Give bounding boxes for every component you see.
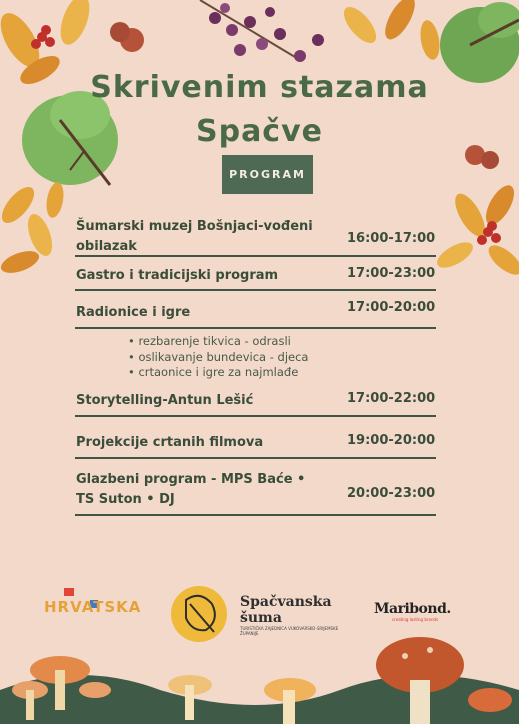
spacvanska-suma-subtitle: TURISTIČKA ZAJEDNICA VUKOVARSKO-SRIJEMSKE ŽUPANIJE [240,626,339,636]
mushrooms-icon [0,637,519,724]
schedule-row [75,300,436,329]
page-subtitle: Spačve [195,114,323,149]
list-item: • rezbarenje tikvica - odrasli [128,334,368,350]
schedule-row [75,266,436,291]
program-button[interactable]: PROGRAM [222,155,313,194]
oak-leaf-logo-icon [171,586,227,642]
list-item: • crtaonice i igre za najmlađe [128,365,368,381]
maribond-tagline: creating lasting brands [392,617,439,622]
event-time: 17:00-23:00 [347,266,436,281]
event-name: Šumarski muzej Bošnjaci-vođeni obilazak [76,219,313,254]
schedule-row [75,470,436,516]
berries-icon [200,0,324,62]
schedule-row [75,217,436,257]
right-leaves-icon [433,181,519,280]
page-title: Skrivenim stazama [90,70,429,105]
left-leaves-icon [0,181,66,277]
event-name: Radionice i igre [76,305,191,320]
event-time: 20:00-23:00 [347,486,436,501]
hrvatska-logo: HRVATSKA [44,598,142,616]
event-time: 17:00-22:00 [347,391,436,406]
schedule-row [75,431,436,459]
event-time: 16:00-17:00 [347,231,436,246]
event-time: 19:00-20:00 [347,433,436,448]
list-item: • oslikavanje bundevica - djeca [128,350,368,366]
event-time: 17:00-20:00 [347,300,436,315]
event-name: Gastro i tradicijski program [76,268,279,283]
maribond-logo: Maribond. [374,601,451,617]
event-name: Storytelling-Antun Lešić [76,393,254,408]
event-name: Glazbeni program - MPS Baće • TS Suton • DJ [76,472,306,507]
workshop-list [128,334,368,381]
event-name: Projekcije crtanih filmova [76,435,264,450]
spacvanska-suma-logo: Spačvanska šuma [240,594,332,626]
schedule-row [75,389,436,417]
